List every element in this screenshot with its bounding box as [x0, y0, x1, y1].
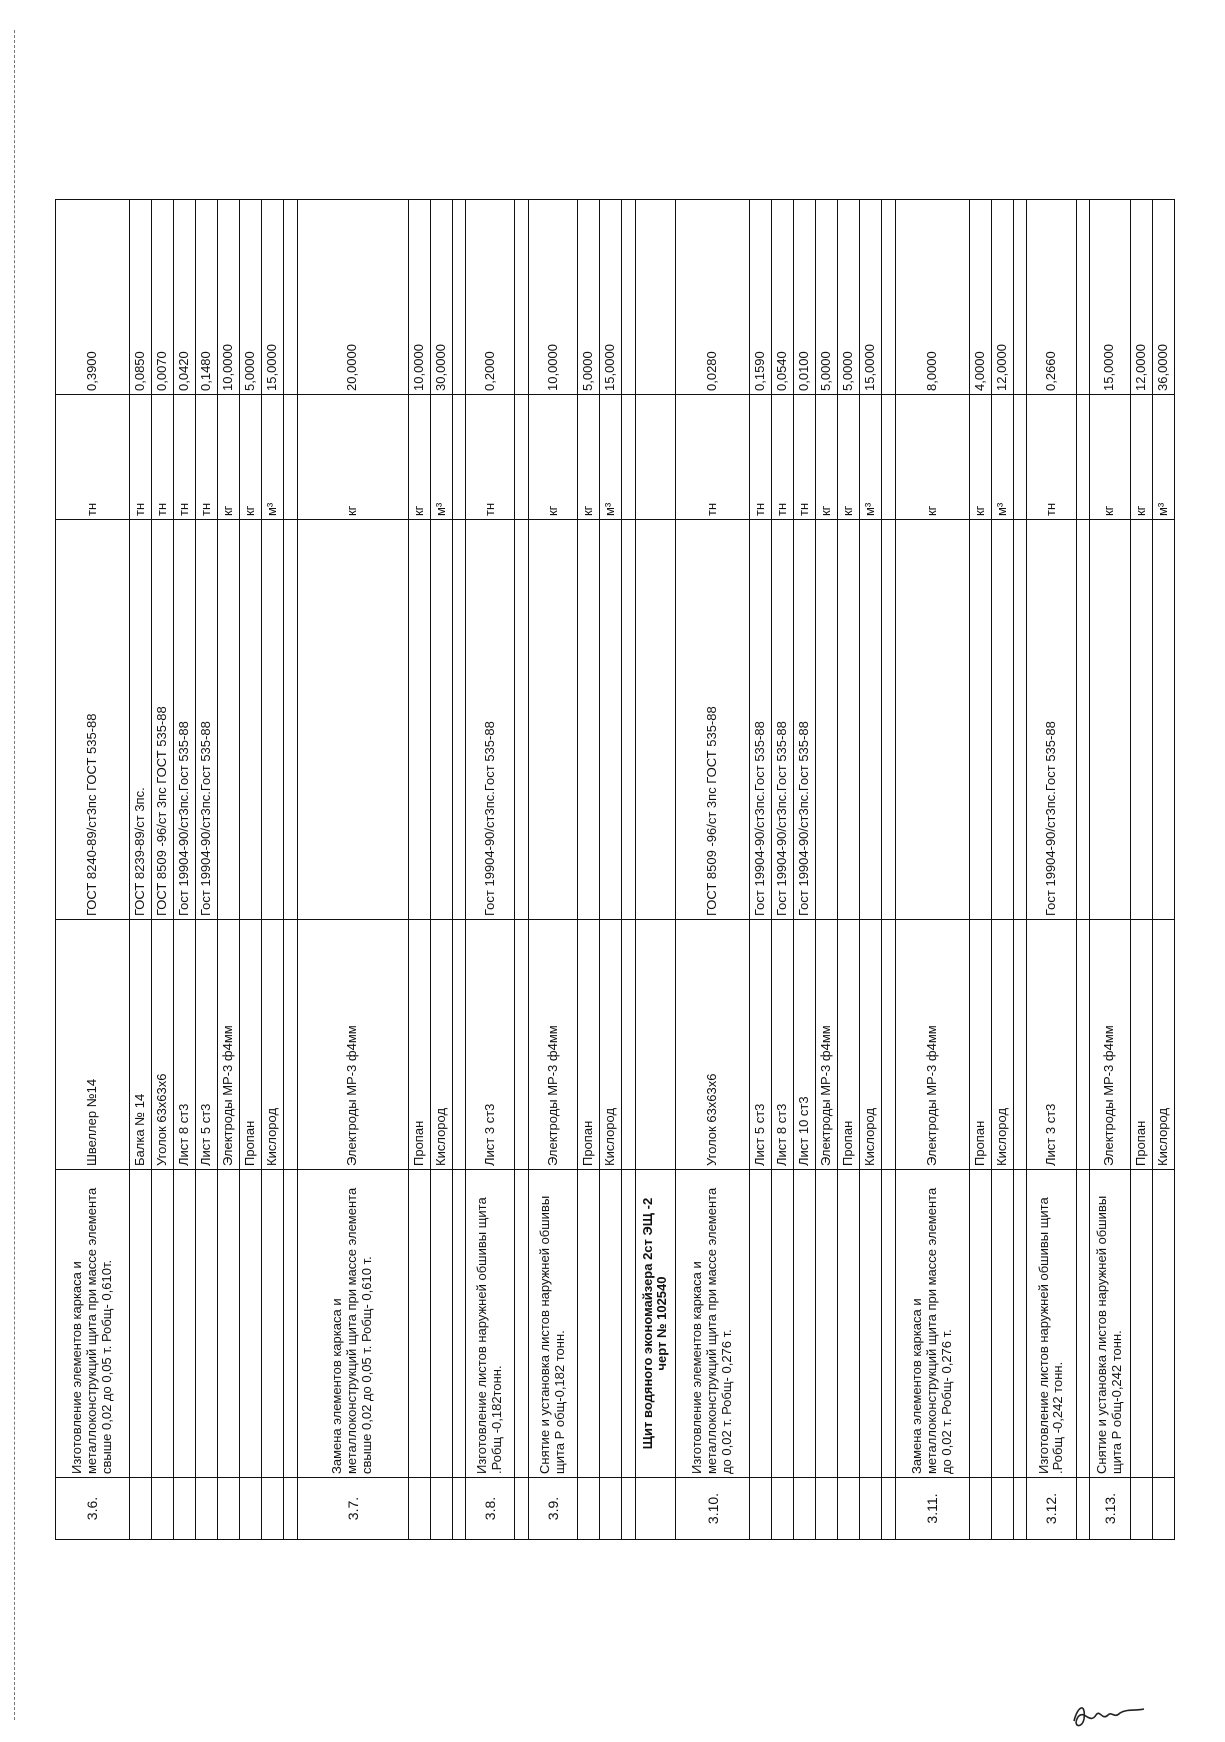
row-number: [578, 1478, 600, 1540]
table-row: [750, 200, 772, 1540]
unit-of-measure: кг: [528, 395, 577, 520]
row-number: [794, 1478, 816, 1540]
quantity-value: 5,0000: [838, 200, 860, 395]
work-description: [284, 1170, 298, 1478]
quantity-value: 15,0000: [860, 200, 882, 395]
unit-of-measure: [515, 395, 529, 520]
work-description: [1152, 1170, 1174, 1478]
material-name: [452, 920, 466, 1170]
work-description: [515, 1170, 529, 1478]
materials-table-body: [56, 200, 1175, 1540]
material-name: Лист 10 ст3: [794, 920, 816, 1170]
work-description: [151, 1170, 173, 1478]
quantity-value: 30,0000: [430, 200, 452, 395]
work-description: [218, 1170, 240, 1478]
row-number: [1152, 1478, 1174, 1540]
row-number: [1013, 1478, 1027, 1540]
table-row: [882, 200, 896, 1540]
empty-cell: [635, 520, 675, 920]
material-name: Электроды МР-3 ф4мм: [218, 920, 240, 1170]
quantity-value: 0,0280: [676, 200, 750, 395]
material-name: Лист 3 ст3: [466, 920, 515, 1170]
row-number: [430, 1478, 452, 1540]
unit-of-measure: кг: [838, 395, 860, 520]
work-description: Снятие и установка листов наружней обшивы щита Р общ-0,242 тонн.: [1090, 1170, 1130, 1478]
material-standard: [860, 520, 882, 920]
row-number: [772, 1478, 794, 1540]
work-description: [860, 1170, 882, 1478]
row-number: [991, 1478, 1013, 1540]
unit-of-measure: м³: [262, 395, 284, 520]
material-standard: [1130, 520, 1152, 920]
quantity-value: [515, 200, 529, 395]
material-name: [622, 920, 636, 1170]
quantity-value: 10,0000: [408, 200, 430, 395]
quantity-value: 20,0000: [297, 200, 408, 395]
material-name: Электроды МР-3 ф4мм: [816, 920, 838, 1170]
signature-mark: [1068, 1695, 1148, 1735]
row-number: 3.11.: [895, 1478, 969, 1540]
unit-of-measure: кг: [1090, 395, 1130, 520]
quantity-value: 15,0000: [600, 200, 622, 395]
work-description: [969, 1170, 991, 1478]
unit-of-measure: кг: [895, 395, 969, 520]
unit-of-measure: [1013, 395, 1027, 520]
work-description: Изготовление элементов каркаса и металлоконструкций щита при массе элемента свыше 0,02 до 0,05 т. Робщ- 0,610т.: [56, 1170, 130, 1478]
unit-of-measure: кг: [969, 395, 991, 520]
material-standard: [600, 520, 622, 920]
material-standard: Гост 19904-90/ст3пс.Гост 535-88: [196, 520, 218, 920]
table-row: [240, 200, 262, 1540]
table-row: [262, 200, 284, 1540]
unit-of-measure: тн: [129, 395, 151, 520]
row-number: [750, 1478, 772, 1540]
work-description: [600, 1170, 622, 1478]
table-row: [676, 200, 750, 1540]
rotated-table-sheet: [55, 200, 1175, 1540]
material-name: Кислород: [991, 920, 1013, 1170]
unit-of-measure: тн: [1027, 395, 1076, 520]
table-row: [1027, 200, 1076, 1540]
table-row: [408, 200, 430, 1540]
material-standard: [895, 520, 969, 920]
quantity-value: 0,2660: [1027, 200, 1076, 395]
row-number: [173, 1478, 195, 1540]
table-row: [860, 200, 882, 1540]
empty-cell: [635, 200, 675, 395]
row-number: 3.12.: [1027, 1478, 1076, 1540]
table-row: [151, 200, 173, 1540]
quantity-value: 10,0000: [218, 200, 240, 395]
work-description: [578, 1170, 600, 1478]
unit-of-measure: тн: [196, 395, 218, 520]
material-standard: [452, 520, 466, 920]
quantity-value: 0,0540: [772, 200, 794, 395]
material-standard: [622, 520, 636, 920]
unit-of-measure: кг: [578, 395, 600, 520]
row-number: [218, 1478, 240, 1540]
work-description: Снятие и установка листов наружней обшивы щита Р общ-0,182 тонн.: [528, 1170, 577, 1478]
work-description: [262, 1170, 284, 1478]
material-standard: ГОСТ 8509 -96/ст 3пс ГОСТ 535-88: [676, 520, 750, 920]
material-name: Электроды МР-3 ф4мм: [297, 920, 408, 1170]
table-row: [218, 200, 240, 1540]
quantity-value: 0,1480: [196, 200, 218, 395]
unit-of-measure: тн: [772, 395, 794, 520]
table-row: [578, 200, 600, 1540]
unit-of-measure: [622, 395, 636, 520]
section-heading: [635, 1170, 675, 1478]
material-name: Электроды МР-3 ф4мм: [528, 920, 577, 1170]
empty-cell: [635, 395, 675, 520]
unit-of-measure: тн: [676, 395, 750, 520]
row-number: [151, 1478, 173, 1540]
material-name: Кислород: [262, 920, 284, 1170]
row-number: [860, 1478, 882, 1540]
unit-of-measure: тн: [794, 395, 816, 520]
unit-of-measure: м³: [1152, 395, 1174, 520]
material-standard: [240, 520, 262, 920]
unit-of-measure: [452, 395, 466, 520]
quantity-value: 0,0070: [151, 200, 173, 395]
row-number: [240, 1478, 262, 1540]
material-standard: [218, 520, 240, 920]
quantity-value: 12,0000: [991, 200, 1013, 395]
quantity-value: 0,3900: [56, 200, 130, 395]
material-name: Пропан: [838, 920, 860, 1170]
work-description: [622, 1170, 636, 1478]
material-name: [882, 920, 896, 1170]
material-standard: Гост 19904-90/ст3пс.Гост 535-88: [173, 520, 195, 920]
quantity-value: 4,0000: [969, 200, 991, 395]
work-description: [838, 1170, 860, 1478]
material-name: Лист 5 ст3: [196, 920, 218, 1170]
quantity-value: 0,2000: [466, 200, 515, 395]
section-heading-row: [635, 200, 675, 1540]
unit-of-measure: тн: [750, 395, 772, 520]
work-description: Изготовление элементов каркаса и металлоконструкций щита при массе элемента до 0,02 т. Робщ- 0,276 т.: [676, 1170, 750, 1478]
material-name: Пропан: [578, 920, 600, 1170]
material-name: Электроды МР-3 ф4мм: [1090, 920, 1130, 1170]
row-number: [600, 1478, 622, 1540]
work-description: [430, 1170, 452, 1478]
work-description: [408, 1170, 430, 1478]
table-row: [1130, 200, 1152, 1540]
quantity-value: 8,0000: [895, 200, 969, 395]
material-name: Пропан: [408, 920, 430, 1170]
material-name: Кислород: [600, 920, 622, 1170]
row-number: [969, 1478, 991, 1540]
material-name: Электроды МР-3 ф4мм: [895, 920, 969, 1170]
table-row: [452, 200, 466, 1540]
quantity-value: 0,0420: [173, 200, 195, 395]
table-row: [430, 200, 452, 1540]
material-standard: [262, 520, 284, 920]
material-standard: [284, 520, 298, 920]
unit-of-measure: кг: [218, 395, 240, 520]
material-name: Лист 3 ст3: [1027, 920, 1076, 1170]
material-standard: Гост 19904-90/ст3пс.Гост 535-88: [772, 520, 794, 920]
table-row: [284, 200, 298, 1540]
quantity-value: 5,0000: [578, 200, 600, 395]
work-description: [129, 1170, 151, 1478]
material-name: [1013, 920, 1027, 1170]
table-row: [772, 200, 794, 1540]
row-number: 3.7.: [297, 1478, 408, 1540]
row-number: 3.10.: [676, 1478, 750, 1540]
row-number: [452, 1478, 466, 1540]
table-row: [129, 200, 151, 1540]
quantity-value: [1076, 200, 1090, 395]
row-number: 3.9.: [528, 1478, 577, 1540]
table-row: [1013, 200, 1027, 1540]
material-standard: [882, 520, 896, 920]
material-standard: [578, 520, 600, 920]
work-description: Изготовление листов наружней обшивы щита .Робщ -0,182тонн.: [466, 1170, 515, 1478]
unit-of-measure: [1076, 395, 1090, 520]
empty-cell: [635, 920, 675, 1170]
row-number: [1130, 1478, 1152, 1540]
material-standard: [1013, 520, 1027, 920]
row-number: [284, 1478, 298, 1540]
material-standard: [969, 520, 991, 920]
row-number: [882, 1478, 896, 1540]
unit-of-measure: кг: [297, 395, 408, 520]
material-standard: [1076, 520, 1090, 920]
quantity-value: 36,0000: [1152, 200, 1174, 395]
table-row: [622, 200, 636, 1540]
quantity-value: [622, 200, 636, 395]
table-row: [895, 200, 969, 1540]
unit-of-measure: тн: [151, 395, 173, 520]
table-row: [297, 200, 408, 1540]
material-name: Лист 5 ст3: [750, 920, 772, 1170]
work-description: [1013, 1170, 1027, 1478]
quantity-value: [1013, 200, 1027, 395]
row-number: [129, 1478, 151, 1540]
material-standard: ГОСТ 8240-89/ст3пс ГОСТ 535-88: [56, 520, 130, 920]
material-standard: Гост 19904-90/ст3пс.Гост 535-88: [466, 520, 515, 920]
row-number: [196, 1478, 218, 1540]
unit-of-measure: м³: [430, 395, 452, 520]
unit-of-measure: кг: [240, 395, 262, 520]
unit-of-measure: м³: [991, 395, 1013, 520]
quantity-value: [882, 200, 896, 395]
quantity-value: [452, 200, 466, 395]
table-row: [1152, 200, 1174, 1540]
unit-of-measure: тн: [56, 395, 130, 520]
material-standard: [297, 520, 408, 920]
quantity-value: 15,0000: [262, 200, 284, 395]
unit-of-measure: кг: [816, 395, 838, 520]
table-row: [1076, 200, 1090, 1540]
work-description: [452, 1170, 466, 1478]
material-name: Пропан: [969, 920, 991, 1170]
table-row: [56, 200, 130, 1540]
table-row: [528, 200, 577, 1540]
table-row: [515, 200, 529, 1540]
quantity-value: 0,1590: [750, 200, 772, 395]
material-name: Пропан: [240, 920, 262, 1170]
material-standard: Гост 19904-90/ст3пс.Гост 535-88: [794, 520, 816, 920]
row-number: [622, 1478, 636, 1540]
row-number: [408, 1478, 430, 1540]
row-number: [635, 1478, 675, 1540]
material-standard: [838, 520, 860, 920]
work-description: [240, 1170, 262, 1478]
unit-of-measure: тн: [173, 395, 195, 520]
work-description: Изготовление листов наружней обшивы щита .Робщ -0,242 тонн.: [1027, 1170, 1076, 1478]
material-name: Балка № 14: [129, 920, 151, 1170]
material-name: [284, 920, 298, 1170]
unit-of-measure: м³: [860, 395, 882, 520]
material-name: Пропан: [1130, 920, 1152, 1170]
quantity-value: 0,0100: [794, 200, 816, 395]
table-row: [173, 200, 195, 1540]
work-description: Замена элементов каркаса и металлоконструкций щита при массе элемента до 0,02 т. Робщ- 0,276 т.: [895, 1170, 969, 1478]
material-standard: [408, 520, 430, 920]
material-name: Уголок 63х63х6: [151, 920, 173, 1170]
table-row: [838, 200, 860, 1540]
unit-of-measure: [882, 395, 896, 520]
row-number: [262, 1478, 284, 1540]
material-standard: ГОСТ 8509 -96/ст 3пс ГОСТ 535-88: [151, 520, 173, 920]
table-row: [600, 200, 622, 1540]
row-number: 3.13.: [1090, 1478, 1130, 1540]
table-row: [969, 200, 991, 1540]
row-number: 3.8.: [466, 1478, 515, 1540]
unit-of-measure: [284, 395, 298, 520]
material-name: Лист 8 ст3: [772, 920, 794, 1170]
material-name: [1076, 920, 1090, 1170]
unit-of-measure: кг: [1130, 395, 1152, 520]
work-description: Замена элементов каркаса и металлоконструкций щита при массе элемента свыше 0,02 до 0,05 т. Робщ- 0,610 т.: [297, 1170, 408, 1478]
work-description: [1076, 1170, 1090, 1478]
row-number: [838, 1478, 860, 1540]
quantity-value: 15,0000: [1090, 200, 1130, 395]
material-standard: [528, 520, 577, 920]
work-description: [794, 1170, 816, 1478]
material-standard: [1152, 520, 1174, 920]
quantity-value: 12,0000: [1130, 200, 1152, 395]
table-row: [466, 200, 515, 1540]
quantity-value: [284, 200, 298, 395]
material-name: Швеллер №14: [56, 920, 130, 1170]
quantity-value: 0,0850: [129, 200, 151, 395]
material-standard: Гост 19904-90/ст3пс.Гост 535-88: [750, 520, 772, 920]
work-description: [991, 1170, 1013, 1478]
section-heading-line1: Щит водяного экономайзера 2ст ЭЩ -2: [639, 1197, 655, 1450]
quantity-value: 10,0000: [528, 200, 577, 395]
table-row: [196, 200, 218, 1540]
material-name: Кислород: [1152, 920, 1174, 1170]
quantity-value: 5,0000: [240, 200, 262, 395]
row-number: [816, 1478, 838, 1540]
work-description: [882, 1170, 896, 1478]
material-standard: [991, 520, 1013, 920]
unit-of-measure: кг: [408, 395, 430, 520]
row-number: [515, 1478, 529, 1540]
unit-of-measure: м³: [600, 395, 622, 520]
work-description: [816, 1170, 838, 1478]
material-standard: [515, 520, 529, 920]
binding-edge-marks: [14, 30, 27, 1720]
work-description: [772, 1170, 794, 1478]
material-name: Уголок 63х63х6: [676, 920, 750, 1170]
work-description: [1130, 1170, 1152, 1478]
material-standard: ГОСТ 8239-89/ст 3пс.: [129, 520, 151, 920]
material-standard: [430, 520, 452, 920]
quantity-value: 5,0000: [816, 200, 838, 395]
row-number: 3.6.: [56, 1478, 130, 1540]
table-row: [991, 200, 1013, 1540]
material-name: Кислород: [860, 920, 882, 1170]
row-number: [1076, 1478, 1090, 1540]
table-row: [1090, 200, 1130, 1540]
material-standard: [1090, 520, 1130, 920]
section-heading-line2: черт № 102540: [654, 1276, 670, 1371]
material-standard: [816, 520, 838, 920]
material-standard: Гост 19904-90/ст3пс.Гост 535-88: [1027, 520, 1076, 920]
material-name: Кислород: [430, 920, 452, 1170]
work-description: [173, 1170, 195, 1478]
table-row: [794, 200, 816, 1540]
work-description: [750, 1170, 772, 1478]
material-name: [515, 920, 529, 1170]
work-description: [196, 1170, 218, 1478]
material-name: Лист 8 ст3: [173, 920, 195, 1170]
materials-table: [55, 199, 1175, 1540]
table-row: [816, 200, 838, 1540]
unit-of-measure: тн: [466, 395, 515, 520]
